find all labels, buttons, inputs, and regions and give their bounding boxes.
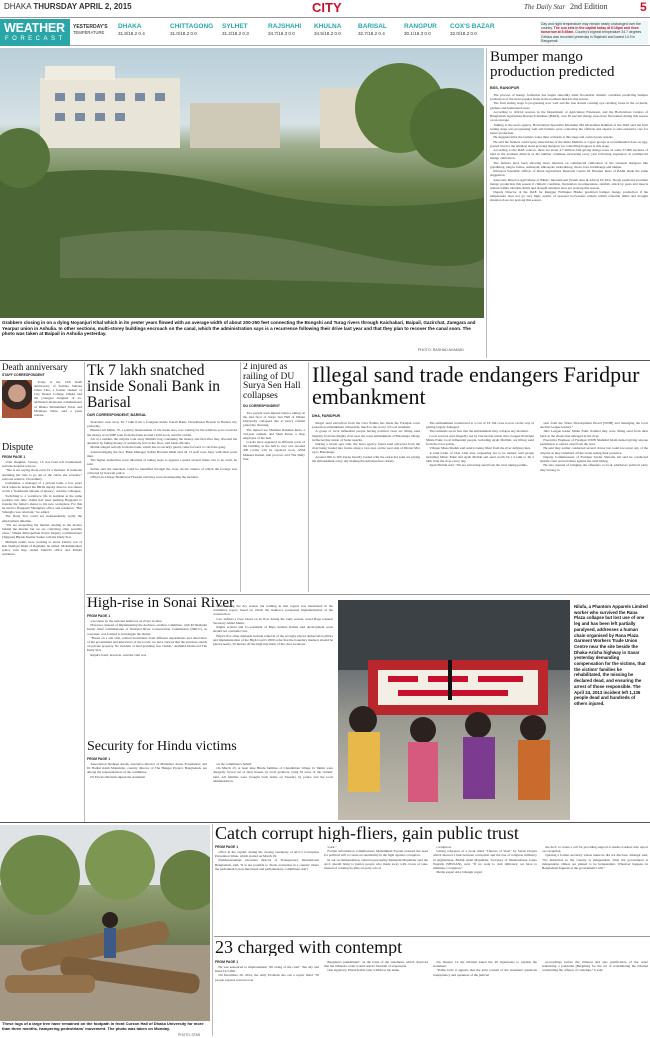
mid-divider — [86, 594, 650, 595]
paragraph: All of a sudden, the culprits took away Mallik's bag containing the money and fled after they diverted his attention by faking money of somebody fell on the floor, said bank officials. — [87, 436, 237, 446]
du-headline: 2 injured as railing of DU Surya Sen Hall collapses — [243, 363, 301, 402]
paragraph: He also assured of bringing the offenders to book whichever political party they belong to. — [540, 463, 648, 472]
canal-photo-credit: PHOTO: RASHAD AHAMAD — [418, 348, 464, 352]
contempt-column-2 — [324, 960, 428, 1035]
paragraph: Deputy Commissioner of Faridpur Sardar Sharafat Ali said he conducted mobile court several times against the sand lifting. — [540, 454, 648, 464]
logs-photo — [0, 825, 210, 1021]
paragraph: proceedings before the tribunal and also justification of the order sentencing a journalist [Bergman] for the act of scandalizing the tribunal constituting the offence of contempt," it said. — [542, 960, 648, 973]
paragraph: Media expert Atiq Jahangir urged — [433, 870, 482, 875]
sand-column-2 — [426, 421, 534, 591]
paragraph: A group of local influential people having political clout are lifting sand illegally from the mighty river near the town embankment at Baladanga village in Decrerchar union of Sadar upazila. — [312, 429, 420, 442]
page-number: 5 — [640, 0, 647, 14]
corrupt-column-3 — [433, 845, 537, 934]
paragraph: Cracks have appeared in different parts of the building as the hall is very old. Around 300 rooms will be repaired soon, ASM Maksud Kamal, hall provost, told The Daily Star. — [243, 440, 305, 461]
rana-plaza-caption — [574, 604, 649, 819]
city-temperature: 34.7/16.3 0.0 — [268, 31, 295, 36]
section-name: CITY — [312, 0, 342, 15]
tk7-byline: OUR CORRESPONDENT, BARISAL — [87, 413, 147, 417]
sand-headline: Illegal sand trade endangers Faridpur embankment — [312, 364, 640, 409]
paragraph: Law defines a river based on its flow during the rainy season, noted Bapa General Secretary Abdul Matin. — [213, 616, 333, 625]
mango-body — [490, 93, 648, 361]
paragraph: On March 23, at least nine Hindu families of Chandimala village in Tahirk were allegedly forced out of their houses by local grabbers, tying 30 acres of the victims' land. All families were brought back home on Tuesday by police and the local administration. — [213, 766, 333, 783]
dateline — [4, 2, 132, 11]
city-temperature: 34.5/18.2 0.0 — [314, 31, 341, 36]
city-name: CHITTAGONG — [170, 23, 214, 30]
weather-city-0 — [118, 23, 145, 36]
paragraph: Rajuk's bond, however, said the visit was — [87, 652, 147, 657]
weather-logo-title: WEATHER — [4, 21, 65, 35]
weather-city-6 — [404, 23, 437, 36]
death-headline: Death anniversary — [2, 363, 68, 372]
paragraph: Bunturi Ali Malik, 70, a poultry businessman of Zia Sarak area, was waiting for his relatives as he received the money at an SME loan from the bank around 12:00 noon, said the victim. — [87, 428, 237, 437]
contempt-byline: FROM PAGE 1 — [215, 960, 239, 964]
paragraph: Sultan said the snatchers could be identified through the close circuit camera of which the footage was collected by Kotwali police. — [87, 466, 237, 475]
du-byline: DU CORRESPONDENT — [243, 404, 280, 408]
left-column-divider — [84, 362, 85, 822]
hindu-column-1 — [87, 762, 207, 820]
paragraph: He was sentenced to imprisonment "till rising of the court" that day and fined Tk 5,000. — [215, 965, 319, 974]
paragraph: Associate Director-Agriculture of BRAC International (South Asia & Africa) Dr M.G. Neogi predicted excellent mango production this season if climatic condition, fluctuation in temperature, rainfall, attack by pests and insects remain within tolerable limits and drought situation does not prolong this season. — [490, 177, 648, 190]
canal-caption-text: Grabbers closing in on a dying Noyanjuri Khal which in its yester years flowed with an average width of about 200-250 feet connecting the Bongshi and Turag rivers through Kaichabari, Baipail, Gazirchat, Zamgara and Yearpur union in Ashulia. In other sections, multi-storey buildings encroach on the canal, which the administration says is a recurrence following their drive last year and that they plan to recover the canal soon. The photo was taken at Baipail in Ashulia yesterday. — [2, 320, 476, 337]
paragraph: Switching to a workforce life in Gulshan at the same position last time, Zahid had been pushing Hangsabi to transfer the father's shares to his new workplace. For this he tried to Hangsabi Sinangba's office and residence. "But Sibangba was reluctant," he added. — [2, 493, 82, 515]
paragraph: "Based on a site visit, related documents from different departments and interviews of the government and interviews of the locals, we have viewed that the structure stands on private property. No incident of land grabbing was visible," Atahmid Islam told The Daily Star. — [87, 635, 207, 653]
city-temperature: 30.1/16.3 0.0 — [404, 31, 431, 36]
corrupt-column-1 — [215, 850, 319, 934]
contempt-column-3 — [433, 960, 537, 1035]
paragraph: He suggested that the farmers water their orchards at this stage and control pests attacks. — [490, 135, 614, 140]
canal-photo-caption — [2, 320, 484, 354]
contempt-column-4 — [542, 960, 648, 1035]
paragraph: The farmers have been showing more interests on commercial cultivation of the sweetest mangoes like gopalbhog, langra, fazlee, aamrapali, khirsapati, mohonbhog, chosa, bari, haribhanga and lakhna. — [490, 160, 648, 169]
city-name: RAJSHAHI — [268, 23, 302, 30]
paragraph: Acknowledging the fact, Bank Manager Sultan Hossain Miah said all 13 staff were busy with their work then. — [87, 449, 237, 458]
corrupt-column-4 — [542, 845, 648, 934]
death-byline: STAFF CORRESPONDENT — [2, 373, 45, 377]
paragraph: He said the farmers could spray insecticides of the Delta Methrin or Cyper groups at recommended dose on egg-gooted level to the smallest sized growing mangoes for controlling hoppers at this stage. — [490, 139, 648, 148]
paragraph: Executive Engineer of Faridpur WDB Shahidul Islam denied giving anyone permission to extract sand from the river. — [540, 437, 648, 447]
city-temperature: 32.0/18.2 0.0 — [450, 31, 477, 36]
weather-logo — [0, 19, 70, 46]
weather-city-2 — [222, 23, 249, 36]
sand-column-3 — [540, 421, 648, 591]
death-body-tail — [2, 420, 32, 442]
city-name: COX'S BAZAR — [450, 23, 495, 30]
du-divider — [308, 362, 309, 592]
weather-note-tail: Country's highest temperature 34.7 degrees Celsius was recorded yesterday in Rajshahi and lowest 14.9 in Rangamati. — [541, 30, 642, 43]
tk7-body — [87, 420, 237, 590]
paragraph: Principal Scientific Officer of Rural Agriculture Research Centre Dr Harunur Reza of BARI made the same suggestion. — [490, 169, 648, 178]
mango-byline: BSS, RANGPUR — [490, 86, 520, 90]
weather-city-7 — [450, 23, 495, 36]
du-body — [243, 411, 305, 591]
corrupt-divider — [214, 936, 650, 937]
city-temperature: 32.7/18.2 0.4 — [358, 31, 385, 36]
paragraph: The higher authorities were informed of taking steps to appoint a guard several times, but to no avail, he said. — [87, 458, 237, 467]
masthead: The Daily Star — [524, 3, 566, 11]
paragraph: Lutfunnisa, a manager of a private bank, a few years back when he helped the BRTA deputy director lost shares worth a "handsome amount of money", said the colleague. — [2, 481, 82, 494]
paragraph: sion from the Water Development Board [WDB] and managing the local Awami League leaders." — [540, 421, 648, 430]
mango-headline: Bumper mango production predicted — [490, 50, 615, 81]
bottom-section-divider — [0, 822, 650, 823]
paragraph: The injured are Shahinur Rahman Reza, a 3rd-year student, and Shah Paran, a shop employee of the hall. — [243, 427, 305, 440]
sand-byline: DHA, FARIDPUR — [312, 414, 341, 418]
death-body — [34, 380, 82, 442]
hindu-byline: FROM PAGE 1 — [87, 757, 111, 761]
highrise-headline: High-rise in Sonai River — [87, 596, 235, 611]
paragraph: Today is the 13th death anniversary of Sabrina Sultana Jahan Tina, a former student of City Dental College, Dhaka and the youngest daughter of ex-additional divisional commissioner of Dhaka Mohammad Tabiz and Momtaza Tabiz, said a press release. — [34, 380, 82, 417]
paragraph: The fruit setting stage is progressing now well and the tree started creating eye-catching looks in the orchards, gardens and homestead areas. — [490, 101, 648, 110]
section-divider — [0, 360, 650, 361]
highrise-byline: FROM PAGE 1 — [87, 614, 111, 618]
paragraph: was taken by the national taskforce on rivers in June. — [87, 619, 163, 623]
paragraph: "We are suspecting the murder dealing as the motive behind the murder but we are collecting other possible clues," Dhaka Metropolitan Police Deputy Commissioner (Tejgaon) Biplob Kumar Sarkar told the Daily Star. — [2, 522, 82, 540]
rana-plaza-photo-art — [338, 600, 570, 820]
yesterday-text: YESTERDAY'S — [73, 24, 108, 30]
bottom-left-divider — [212, 824, 213, 1036]
paragraph: corruption. — [433, 845, 452, 849]
paragraph: Two people were injured when a railing on the 2nd floor of Surya Sen Hall of Dhaka University collapsed due to heavy rainfall yesterday morning. — [243, 411, 305, 428]
city-temperature: 31.0/18.2 0.0 — [170, 31, 197, 36]
weather-note-bold: The sun sets in the capital today at 6:18pm and rises tomorrow at 5:49am. — [541, 26, 639, 35]
city-name: SYLHET — [222, 23, 248, 30]
highrise-column-2 — [213, 604, 333, 737]
logs-photo-credit: PHOTO: STAR — [178, 1033, 201, 1037]
paragraph: Dr Fawzia Moslem signed the statement — [87, 774, 146, 779]
edition: 2nd Edition — [570, 2, 608, 11]
paragraph: Mallik alleged nobody from the bank, which has no security guard, came forward to catch the gang. — [87, 445, 226, 450]
paragraph: Snatchers took away Tk 7 lakh from a foreigner inside Sonali Bank, Chawkbazar Branch in Barisal city yesterday. — [87, 420, 237, 429]
paragraph: made during the dry season but nothing in that regard was mentioned in the committee report, based on which the taskforce postponed implementation of the construction. — [213, 604, 333, 617]
paragraph: Jubo League leader Mintu Fakir claimed they were lifting sand from their land on the shoals that emerged in the river. — [540, 429, 648, 438]
highrise-column-1 — [87, 619, 207, 737]
corrupt-headline: Catch corrupt high-fliers, gain public trust — [215, 824, 519, 843]
yesterday-label — [73, 24, 113, 36]
portrait-photo — [2, 380, 32, 418]
paragraph: Giving reference of a book titled "Thieves of State" by Sarah Chayes which showed a link between corruption and the rise of religious militancy in Afghanistan, Badiul Alam Majumdar, Secretary of Shushashoner Jonno Nagorik (SHUJAN), said, "If we want to curb militancy, we have to eliminate corruption." — [433, 849, 537, 870]
dispute-headline: Dispute — [2, 443, 34, 453]
city-temperature: 31.8/18.2 0.4 — [118, 31, 145, 36]
dispute-byline: FROM PAGE 1 — [2, 455, 26, 459]
weather-city-1 — [170, 23, 213, 36]
canal-photo — [0, 48, 484, 318]
paragraph: office in the capital, during the closing ceremony of ACC's Corruption Prevention Week, which started on March 29. — [215, 850, 319, 859]
logs-photo-art — [0, 825, 210, 1021]
paragraph: older daughter, Sweety, 13, has been left traumatised, said she hospital sources. — [2, 460, 82, 469]
city-name: DHAKA — [118, 23, 142, 30]
paragraph: Bapa's five other demands include removal of the wrongly placed demarcation pillars and implementation of the High Court's 2009 order that the boundary markers should be placed newly, 50 metres off the high tide mark of the river locations. — [213, 633, 333, 646]
paragraph: Talking to the news agency, Horticulture Specialist Khondker Md Mostafizur Rahman of the DAE said the fruit setting stage was progressing well and farmers were contacting the officials and experts to take extensive care for better production. — [490, 122, 648, 135]
paragraph: He said they earlier conducted several drives but could not arrest any of the culprits as they remained off the scene seeing their presence. — [540, 446, 648, 455]
paragraph: "Prime facie it appears that the joint content of the statement questions transparency and openness of the judicial — [433, 968, 537, 977]
paragraph: Bergman's punishment" on the basis of the statement, which observed that the tribunal's order would restrict freedom of expression. — [324, 960, 428, 969]
paragraph: Former information commissioner Mohammad Farouk stressed the need for political will to create accountability in the fight against corruption. — [324, 849, 428, 858]
paragraph: Officer-in-Charge Shakhawat Hossain said they were investigating the incident. — [87, 475, 199, 480]
city-temperature: 31.2/18.2 0.3 — [222, 31, 249, 36]
paragraph: According to official sources in the Department of Agriculture Extension, and the Horticulture Centres of Bangladesh Agriculture Research Institute (BARI), over 65 percent mango trees have blossomed during this season on an average. — [490, 109, 648, 123]
paragraph: During a recent spot visit, the news agency found sand extracted from the river being loaded into trucks along a vast area on the west side of Dholar Mor up to Baladanga. — [312, 442, 420, 455]
city-name: RANGPUR — [404, 23, 437, 30]
paragraph: Rights activist and Co-president of Bapa Sultana Kamal said development work should not contradict law. — [213, 625, 333, 634]
paragraph: Multiple teams were working to arrest Zahird, son of Kin Shafiqul Islam of Rajshahi, he added. Mohammadpur police said they raided Zahird's office and Pallabi residence. — [2, 539, 82, 556]
paragraph: The process of mango formation has begun smoothly amid favourable climatic condition predicting bumper production of the most popular fruits in the northern districts this season. — [490, 93, 648, 102]
weather-city-4 — [314, 23, 341, 36]
city-name: KHULNA — [314, 23, 342, 30]
city-name: DHAKA — [4, 2, 32, 11]
paragraph: Illegal sand extraction from the river Padma has made the Faridpur town protection embankment vulnerable, much to the worry of local residents. — [312, 421, 420, 430]
contempt-headline: 23 charged with contempt — [215, 938, 403, 957]
sand-column-1 — [312, 421, 420, 591]
contempt-column-1 — [215, 965, 319, 1035]
logs-caption-text: These logs of a large tree have remained on the footpath in front Curzon Hall of Dhaka University for more than three months, hampering pedestrians' movement. The photo was taken on Monday. — [2, 1022, 204, 1031]
paragraph: Local sources said allegedly led by Decrerchar union Jubo League President Mintu Fakir, local influential people, including Ayub Molllah, are lifting sand from the river points. — [426, 433, 534, 447]
mango-divider — [486, 48, 487, 358]
dispute-body — [2, 460, 82, 830]
paragraph: In our recommendation, cultural personality Ramendu Majumdar said the ACC should bring to justice people who made away with crores of taka, instead of wasting its time on petty acts of — [324, 857, 428, 871]
paragraph: However, instead of implementing the decision, another committee, with M Shahadat Islam, chief commissioner of National River Conservation Commission (NRCC), as convener, was formed to investigate the matter. — [87, 623, 207, 636]
canal-photo-art — [0, 48, 484, 318]
paragraph: A sand trader of Char Chai area, requesting not to be named, said people including Minto Fakir and Ayub Mollah sell sand worth Tk 1.5 lakh to Tk 2 lakh from the river every day. — [426, 450, 534, 464]
weather-city-5 — [358, 23, 387, 36]
weather-city-3 — [268, 23, 301, 36]
hindu-column-2 — [213, 762, 333, 820]
paragraph: Iftekharuzzaman, executive director of Transparency International Bangladesh, said, "It is not possible to check corruption in a country where the parliament is non-functional and parliamentary committees don't — [215, 858, 319, 871]
paragraph: Deputy Director of the DAE for Rangpur Fulltiquet Haider predicted bumper mango production if the temperature does not go very high, storms of seasonal nor'westers remain within tolerable limits and drought situation does not prolong this season. — [490, 190, 648, 203]
rana-plaza-caption-text: Nilufa, a Phantom Apparels Limited worker who survived the Rana Plaza collapse but lost use of one leg and has been left partially paralysed, addresses a human chain organised by Rana Plaza Garment Workers Trade Union Centre near the site beside the Dhaka-Aricha highway in Savar yesterday demanding compensation for the victims, that the victims' families be rehabilitated, the missing be declared dead, and ensuring the arrest of those responsible. The April 24, 2013 incident left 1,136 people dead and hundreds of others injured. — [574, 604, 648, 706]
paragraph: Quoting a former secretary whose name he did not disclose, Jahangir said, "No institution in the country is independent. Only the government is independent. Others are pinned to be independent. Whatever happens in Bangladesh happens at the government's will." — [542, 853, 648, 870]
paragraph: One signatory, Ehsan Kabir, later withdrew his name. — [324, 968, 400, 973]
issue-date: THURSDAY APRIL 2, 2015 — [33, 2, 132, 11]
paragraph: on the committee's behalf. — [213, 762, 253, 766]
paragraph: "She is not saying about even for a moment. If someone attending her tries to go out of the cabin, she screams," said one relative, Chowdhury. — [2, 468, 82, 481]
temperature-text: TEMPERATURE — [73, 30, 105, 35]
paragraph: Ayub Mollah said, "We are extracting sand from the river taking permis- — [426, 463, 528, 468]
paragraph: On December 20, 2014, the daily Prothom Alo ran a report titled "50 people express concern over — [215, 973, 319, 982]
tk7-headline: Tk 7 lakh snatched inside Sonali Bank in Barisal — [87, 363, 221, 411]
paragraph: the ACC to create a cell for providing support to media workers who report on corruption. — [542, 845, 648, 854]
paragraph: Around 400 to 500 trucks heavily loaded with the extracted sand are plying the embankment every day making the infrastructure rickety. — [312, 454, 420, 463]
city-name: BARISAL — [358, 23, 387, 30]
weather-note-plain: Day and night temperature may remain nearly unchanged over the country. — [541, 22, 641, 31]
hindu-headline: Security for Hindu victims — [87, 740, 237, 754]
paragraph: work." — [324, 845, 337, 849]
corrupt-byline: FROM PAGE 1 — [215, 845, 239, 849]
paragraph: The embankment constructed at a cost of Tk 194 crore is now on the way of getting largely damaged. — [426, 421, 534, 430]
paragraph: Villager Musa Sheikh said sand is being lifted from the river defying rules. — [426, 446, 531, 451]
paragraph: Association Shaheen Anam, executive director of Manusher Jonno Foundation; and Dr Badiul Alam Majumdar, country director of The Hunger Project, Bangladesh, are among the representatives of the committee. — [87, 762, 207, 775]
paragraph: The Daily Star could not independently verify the employment timeline. — [2, 514, 82, 523]
page-header — [0, 0, 650, 18]
corrupt-column-2 — [324, 845, 428, 934]
paragraph: According to the DAE sources, there are about 4.7 million fruit-giving mango trees on some 37,000 hectares of land in the northern districts as the number continues increasing every year following expansion of commercial mango cultivation. — [490, 148, 648, 161]
paragraph: The residents are in fear that the embankment may collapse any moment. — [426, 429, 529, 434]
paragraph: On January 14 the tribunal asked the 49 signatories to explain the statement. — [433, 960, 537, 969]
weather-note — [540, 21, 648, 44]
tk7-divider — [240, 362, 241, 592]
weather-bar — [0, 19, 650, 46]
weather-logo-subtitle: FORECAST — [5, 36, 66, 42]
rana-plaza-photo — [338, 600, 570, 820]
